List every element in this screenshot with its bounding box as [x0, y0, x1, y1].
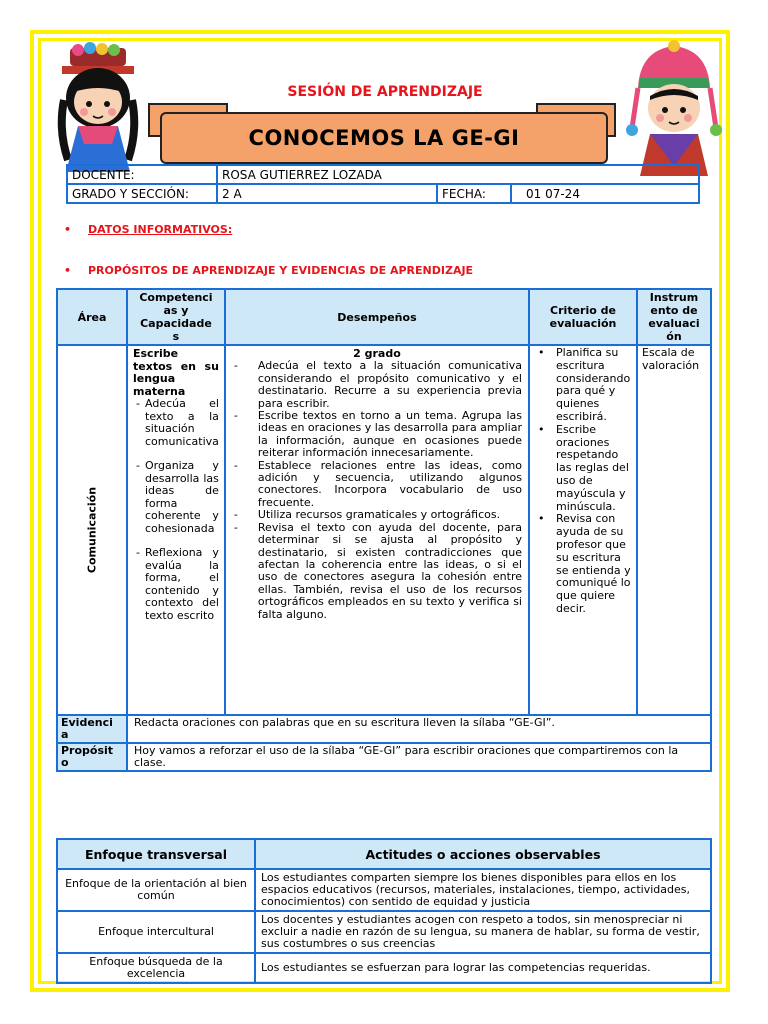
header-competencias: Competenci as y Capacidade s — [127, 289, 225, 345]
fecha-value: 01 07-24 — [511, 184, 699, 203]
enfoques-header-row — [57, 839, 711, 869]
andean-girl-left-illustration — [42, 40, 152, 180]
list-item: - Adecúa el texto a la situación comunicativa — [145, 398, 219, 448]
table-row — [57, 869, 711, 911]
criterios-list — [534, 347, 634, 616]
info-row-docente — [67, 165, 699, 184]
grado-label: GRADO Y SECCIÓN: — [67, 184, 217, 203]
session-title: SESIÓN DE APRENDIZAJE — [287, 84, 483, 100]
docente-value: ROSA GUTIERREZ LOZADA — [217, 165, 699, 184]
table-row — [57, 911, 711, 953]
header-area: Área — [57, 289, 127, 345]
lesson-title-banner: CONOCEMOS LA GE-GI — [160, 112, 608, 164]
grade-label: 2 grado — [353, 347, 401, 360]
list-item: - Utiliza recursos gramaticales y ortográficos. — [258, 509, 522, 521]
enfoque-actitud: Los estudiantes comparten siempre los bienes disponibles para ellos en los espacios educativos (recursos, materiales, instalaciones, tiempo, actividades, conocimientos) con sentido de equidad y justicia — [255, 869, 711, 911]
competencia-title: Escribe textos en su lengua materna — [133, 347, 219, 398]
enfoque-actitud: Los estudiantes se esfuerzan para lograr las competencias requeridas. — [255, 953, 711, 983]
enfoques-table — [56, 838, 712, 984]
list-item: - Establece relaciones entre las ideas, como adición y secuencia, utilizando algunos conectores. Incorpora vocabulario de uso frecuente. — [258, 460, 522, 510]
proposito-label: Propósit o — [57, 743, 127, 771]
area-label: Comunicación — [85, 486, 99, 574]
purposes-content-row — [57, 345, 711, 715]
list-item: - Revisa el texto con ayuda del docente, para determinar si se ajusta al propósito y destinatario, si existen contradicciones que afectan la coherencia entre las ideas, o si el uso de conectores asegura la cohesión entre ellas. También, revisa el uso de los recursos ortográficos empleados en su texto y verifica si falta alguno. — [258, 522, 522, 621]
desempenos-list — [232, 360, 522, 621]
evidencia-text: Redacta oraciones con palabras que en su escritura lleven la sílaba “GE-GI”. — [127, 715, 711, 743]
proposito-text: Hoy vamos a reforzar el uso de la sílaba “GE-GI” para escribir oraciones que compartiremos con la clase. — [127, 743, 711, 771]
info-row-grado — [67, 184, 699, 203]
header-instrumento: Instrum ento de evaluaci ón — [637, 289, 711, 345]
list-item: • Revisa con ayuda de su profesor que su escritura se entienda y comuniqué lo que quiere decir. — [556, 513, 634, 615]
enfoque-name: Enfoque intercultural — [57, 911, 255, 953]
enfoque-name: Enfoque de la orientación al bien común — [57, 869, 255, 911]
grado-value: 2 A — [217, 184, 437, 203]
andean-girl-right-illustration — [618, 38, 730, 178]
docente-label: DOCENTE: — [67, 165, 217, 184]
proposito-row — [57, 743, 711, 771]
evidencia-row — [57, 715, 711, 743]
capacidades-list — [133, 398, 219, 622]
purposes-table — [56, 288, 712, 772]
section-propositos: • PROPÓSITOS DE APRENDIZAJE Y EVIDENCIAS DE APRENDIZAJE — [64, 264, 474, 277]
evidencia-label: Evidenci a — [57, 715, 127, 743]
criterios-cell — [529, 345, 637, 715]
fecha-label: FECHA: — [437, 184, 511, 203]
section-datos-informativos: • DATOS INFORMATIVOS: — [64, 223, 233, 236]
enfoque-actitud: Los docentes y estudiantes acogen con respeto a todos, sin menospreciar ni excluir a nadie en razón de su lengua, su manera de hablar, su forma de vestir, sus costumbres o sus creencias — [255, 911, 711, 953]
purposes-header-row — [57, 289, 711, 345]
instrumento-cell: Escala de valoración — [637, 345, 711, 715]
desempenos-cell — [225, 345, 529, 715]
competencias-cell — [127, 345, 225, 715]
list-item: • Escribe oraciones respetando las reglas del uso de mayúscula y minúscula. — [556, 424, 634, 514]
header-enfoque: Enfoque transversal — [57, 839, 255, 869]
table-row — [57, 953, 711, 983]
list-item: - Escribe textos en torno a un tema. Agrupa las ideas en oraciones y las desarrolla para ampliar la información, aunque en ocasiones puede reiterar información innecesariamente. — [258, 410, 522, 460]
header-desempenos: Desempeños — [225, 289, 529, 345]
area-cell — [57, 345, 127, 715]
list-item: • Planifica su escritura considerando para qué y quienes escribirá. — [556, 347, 634, 424]
info-table — [66, 164, 700, 204]
header-criterio: Criterio de evaluación — [529, 289, 637, 345]
enfoque-name: Enfoque búsqueda de la excelencia — [57, 953, 255, 983]
header-actitudes: Actitudes o acciones observables — [255, 839, 711, 869]
list-item: - Adecúa el texto a la situación comunicativa considerando el propósito comunicativo y el destinatario. Recurre a su experiencia previa para escribir. — [258, 360, 522, 410]
list-item: - Organiza y desarrolla las ideas de forma coherente y cohesionada — [145, 460, 219, 535]
list-item: - Reflexiona y evalúa la forma, el contenido y contexto del texto escrito — [145, 547, 219, 622]
